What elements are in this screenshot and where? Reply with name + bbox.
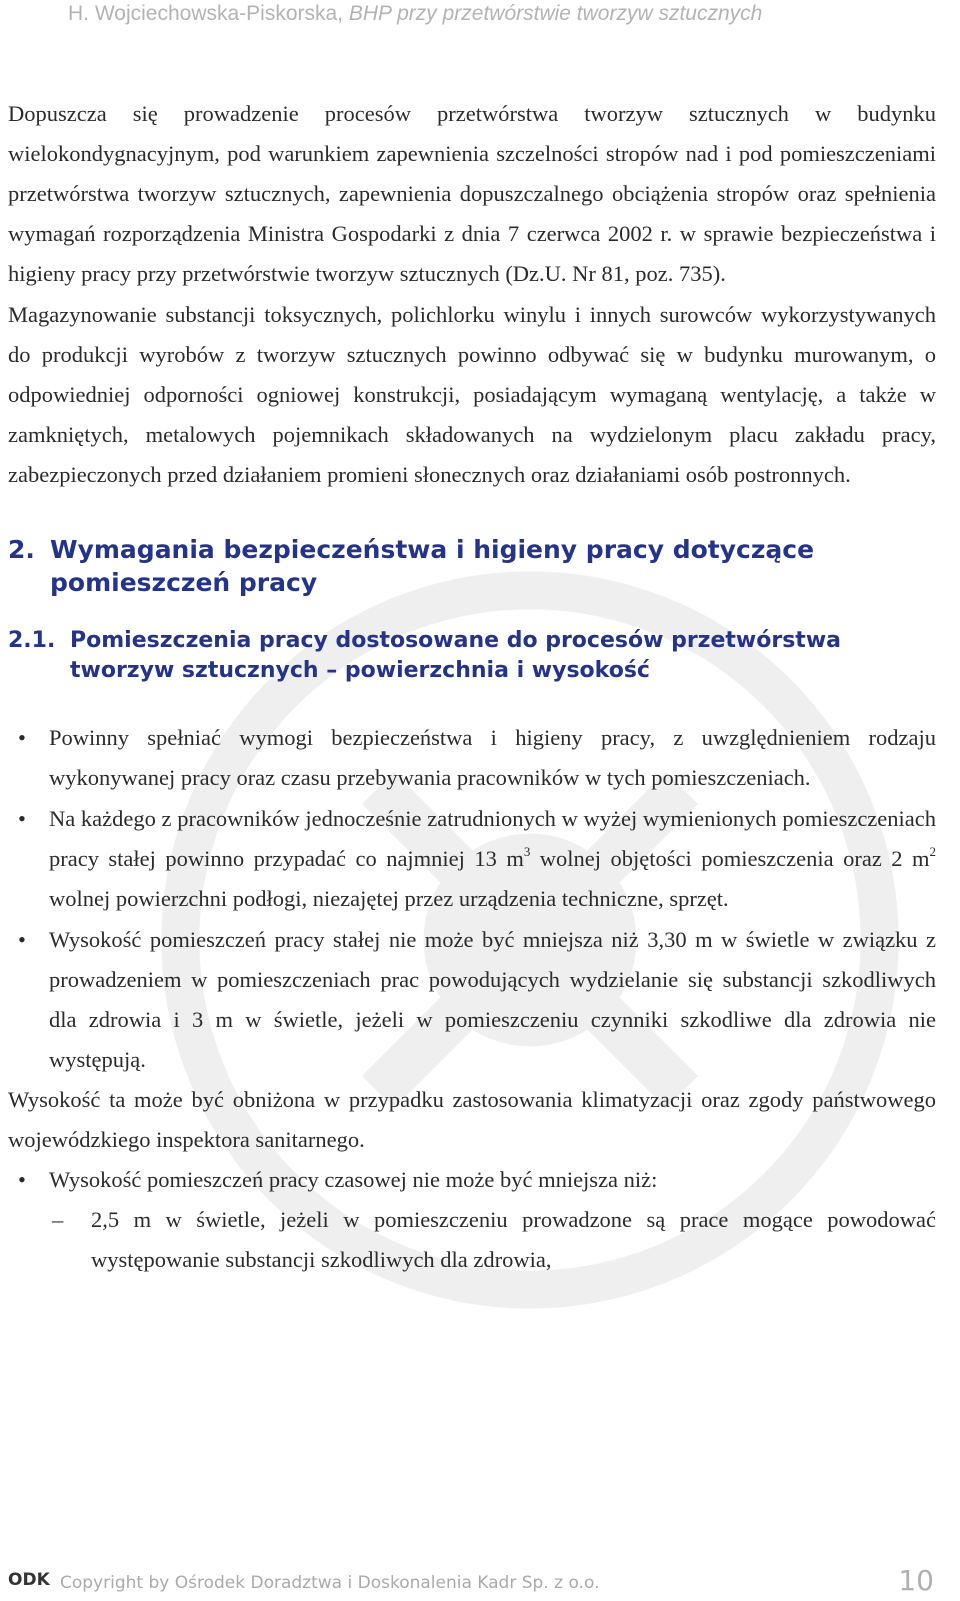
copyright-text: Copyright by Ośrodek Doradztwa i Doskonalenia Kadr Sp. z o.o. <box>60 1573 600 1593</box>
superscript: 2 <box>929 843 936 859</box>
list-item <box>8 799 936 919</box>
list-item <box>8 1200 936 1280</box>
list-item <box>8 920 936 1080</box>
list-item-text: 2,5 m w świetle, jeżeli w pomieszczeniu prowadzone są prace mogące powodować występowanie substancji szkodliwych dla zdrowia, <box>91 1207 936 1272</box>
footer <box>8 1564 936 1598</box>
list-item <box>8 1160 936 1200</box>
paragraph: Dopuszcza się prowadzenie procesów przetwórstwa tworzyw sztucznych w budynku wielokondygnacyjnym, pod warunkiem zapewnienia szczelności stropów nad i pod pomieszczeniami przetwórstwa tworzyw sztucznych, zapewnienia dopuszczalnego obciążenia stropów oraz spełnienia wymagań rozporządzenia Ministra Gospodarki z dnia 7 czerwca 2002 r. w sprawie bezpieczeństwa i higieny pracy przy przetwórstwie tworzyw sztucznych (Dz.U. Nr 81, poz. 735). <box>8 101 936 286</box>
publisher-logo: ODK <box>8 1570 50 1590</box>
subsection-title: Pomieszczenia pracy dostosowane do procesów przetwórstwa tworzyw sztucznych – powierzchnia i wysokość <box>70 628 841 683</box>
running-head-title: BHP przy przetwórstwie tworzyw sztucznych <box>348 2 763 25</box>
dash-list <box>8 1200 936 1280</box>
list-item <box>8 718 936 798</box>
list-item-text: Na każdego z pracowników jednocześnie zatrudnionych w wyżej wymienionych pomieszczeniach pracy stałej powinno przypadać co najmniej 13 m <box>49 806 936 871</box>
superscript: 3 <box>523 843 531 859</box>
list-item-text: Wysokość pomieszczeń pracy czasowej nie może być mniejsza niż: <box>49 1167 658 1192</box>
bullet-list <box>8 718 936 1080</box>
paragraph: Wysokość ta może być obniżona w przypadku zastosowania klimatyzacji oraz zgody państwowego wojewódzkiego inspektora sanitarnego. <box>8 1087 936 1152</box>
bullet-icon: • <box>18 1167 26 1192</box>
section-number: 2. <box>8 535 35 564</box>
section-title: Wymagania bezpieczeństwa i higieny pracy dotyczące pomieszczeń pracy <box>50 535 815 597</box>
main-content <box>8 94 936 1280</box>
bullet-icon: • <box>18 806 26 831</box>
dash-icon: – <box>52 1207 64 1232</box>
subsection-heading <box>8 626 936 686</box>
list-item-text: Powinny spełniać wymogi bezpieczeństwa i higieny pracy, z uwzględnieniem rodzaju wykonywanej pracy oraz czasu przebywania pracowników w tych pomieszczeniach. <box>49 725 936 790</box>
running-head-author: H. Wojciechowska-Piskorska, <box>68 2 349 25</box>
list-item-text: wolnej powierzchni podłogi, niezajętej przez urządzenia techniczne, sprzęt. <box>49 886 729 911</box>
subsection-number: 2.1. <box>8 628 56 653</box>
running-head <box>68 2 938 26</box>
section-heading <box>8 533 936 599</box>
list-item-text: wolnej objętości pomieszczenia oraz 2 m <box>530 846 930 871</box>
bullet-icon: • <box>18 725 26 750</box>
paragraph: Magazynowanie substancji toksycznych, polichlorku winylu i innych surowców wykorzystywanych do produkcji wyrobów z tworzyw sztucznych powinno odbywać się w budynku murowanym, o odpowiedniej odporności ogniowej konstrukcji, posiadającym wymaganą wentylację, a także w zamkniętych, metalowych pojemnikach składowanych na wydzielonym placu zakładu pracy, zabezpieczonych przed działaniem promieni słonecznych oraz działaniami osób postronnych. <box>8 302 936 487</box>
bullet-icon: • <box>18 927 26 952</box>
list-item-text: Wysokość pomieszczeń pracy stałej nie może być mniejsza niż 3,30 m w świetle w związku z prowadzeniem w pomieszczeniach prac powodujących wydzielanie się substancji szkodliwych dla zdrowia i 3 m w świetle, jeżeli w pomieszczeniu czynniki szkodliwe dla zdrowia nie występują. <box>49 927 936 1072</box>
page-number: 10 <box>898 1564 934 1597</box>
bullet-list <box>8 1160 936 1200</box>
